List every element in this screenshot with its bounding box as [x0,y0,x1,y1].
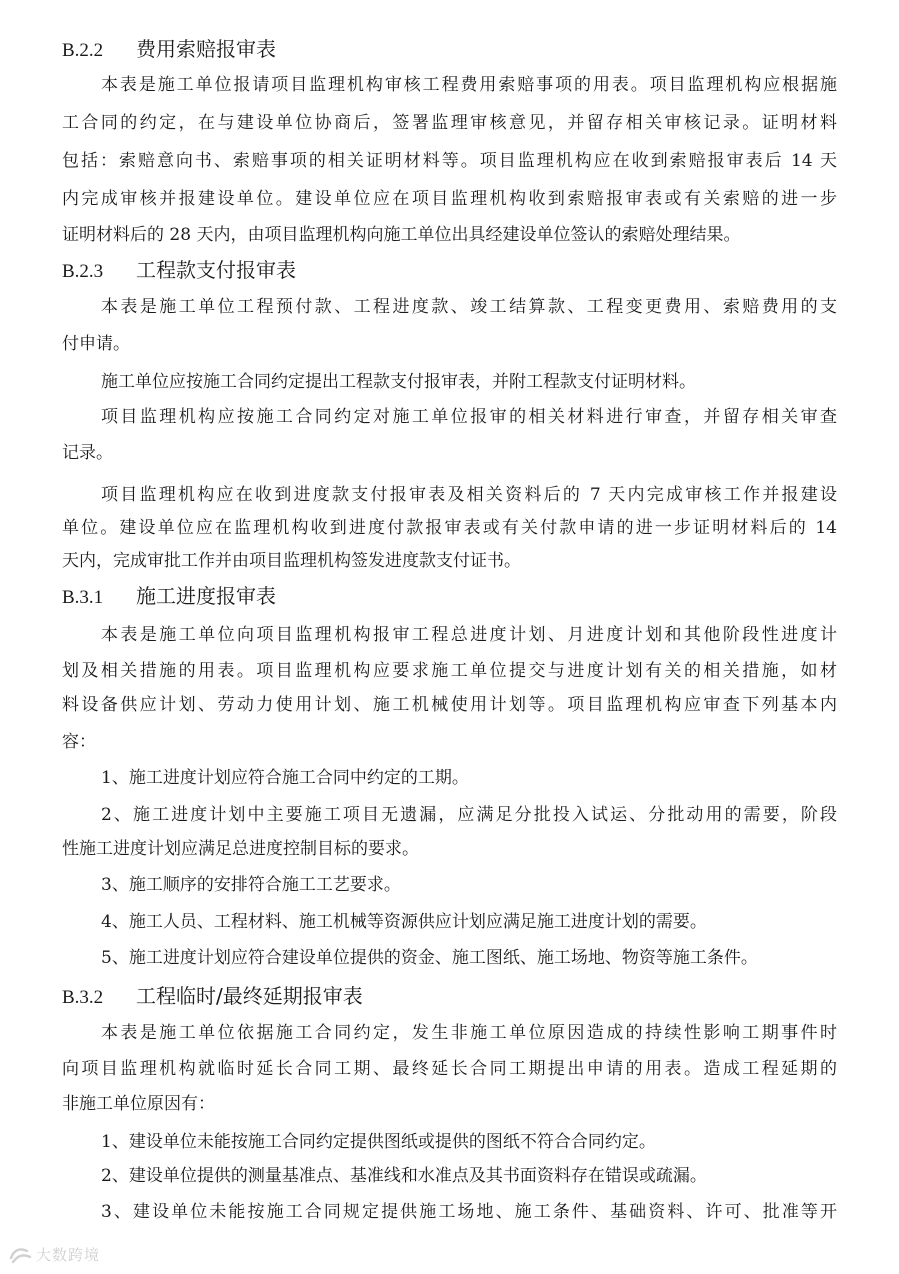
watermark-text: 大数跨境 [36,1246,101,1264]
section-title: 工程款支付报审表 [136,258,296,282]
paragraph-line: 单位。建设单位应在监理机构收到进度付款报审表或有关付款申请的进一步证明材料后的 14 [62,518,837,538]
paragraph-line: 向项目监理机构就临时延长合同工期、最终延长合同工期提出申请的用表。造成工程延期的 [62,1059,837,1079]
section-number: B.3.1 [62,587,104,608]
list-item: 1、施工进度计划应符合施工合同中约定的工期。 [101,768,469,788]
paragraph-line: 非施工单位原因有： [62,1094,215,1114]
section-title: 费用索赔报审表 [136,37,276,61]
section-title: 施工进度报审表 [136,584,276,608]
paragraph-line: 本表是施工单位工程预付款、工程进度款、竣工结算款、工程变更费用、索赔费用的支 [101,297,837,317]
paragraph-line: 内完成审核并报建设单位。建设单位应在项目监理机构收到索赔报审表或有关索赔的进一步 [62,189,837,209]
paragraph-line: 记录。 [62,443,113,463]
paragraph-line: 料设备供应计划、劳动力使用计划、施工机械使用计划等。项目监理机构应审查下列基本内 [62,695,837,715]
paragraph-line: 天内，完成审批工作并由项目监理机构签发进度款支付证书。 [62,551,521,571]
paragraph-line: 项目监理机构应按施工合同约定对施工单位报审的相关材料进行审查，并留存相关审查 [101,407,837,427]
list-item: 1、建设单位未能按施工合同约定提供图纸或提供的图纸不符合合同约定。 [101,1132,656,1152]
section-heading-b31 [62,583,276,611]
section-number: B.2.3 [62,261,104,282]
paragraph-line: 容： [62,732,96,752]
list-item-continuation: 性施工进度计划应满足总进度控制目标的要求。 [62,839,419,859]
list-item: 2、施工进度计划中主要施工项目无遗漏，应满足分批投入试运、分批动用的需要，阶段 [101,805,837,825]
section-number: B.2.2 [62,40,104,61]
list-item: 2、建设单位提供的测量基准点、基准线和水准点及其书面资料存在错误或疏漏。 [101,1166,707,1186]
paragraph-line: 工合同的约定，在与建设单位协商后，签署监理审核意见，并留存相关审核记录。证明材料 [62,113,837,133]
section-heading-b23 [62,257,296,285]
paragraph-line: 付申请。 [62,334,130,354]
paragraph-line: 本表是施工单位依据施工合同约定，发生非施工单位原因造成的持续性影响工期事件时 [101,1023,837,1043]
list-item: 3、建设单位未能按施工合同规定提供施工场地、施工条件、基础资料、许可、批准等开 [101,1202,837,1222]
section-number: B.3.2 [62,987,104,1008]
paragraph-line: 证明材料后的 28 天内，由项目监理机构向施工单位出具经建设单位签认的索赔处理结果。 [62,225,741,245]
watermark [8,1244,100,1265]
paragraph-line: 施工单位应按施工合同约定提出工程款支付报审表，并附工程款支付证明材料。 [101,372,696,392]
paragraph-line: 本表是施工单位向项目监理机构报审工程总进度计划、月进度计划和其他阶段性进度计 [101,625,837,645]
section-heading-b22 [62,36,276,64]
section-heading-b32 [62,983,363,1011]
logo-icon [8,1245,32,1265]
list-item: 4、施工人员、工程材料、施工机械等资源供应计划应满足施工进度计划的需要。 [101,912,707,932]
paragraph-line: 本表是施工单位报请项目监理机构审核工程费用索赔事项的用表。项目监理机构应根据施 [101,75,837,95]
paragraph-line: 包括：索赔意向书、索赔事项的相关证明材料等。项目监理机构应在收到索赔报审表后 14 天 [62,151,837,171]
list-item: 5、施工进度计划应符合建设单位提供的资金、施工图纸、施工场地、物资等施工条件。 [101,948,758,968]
paragraph-line: 项目监理机构应在收到进度款支付报审表及相关资料后的 7 天内完成审核工作并报建设 [101,485,837,505]
paragraph-line: 划及相关措施的用表。项目监理机构应要求施工单位提交与进度计划有关的相关措施，如材 [62,661,837,681]
list-item: 3、施工顺序的安排符合施工工艺要求。 [101,875,401,895]
section-title: 工程临时/最终延期报审表 [136,984,363,1008]
